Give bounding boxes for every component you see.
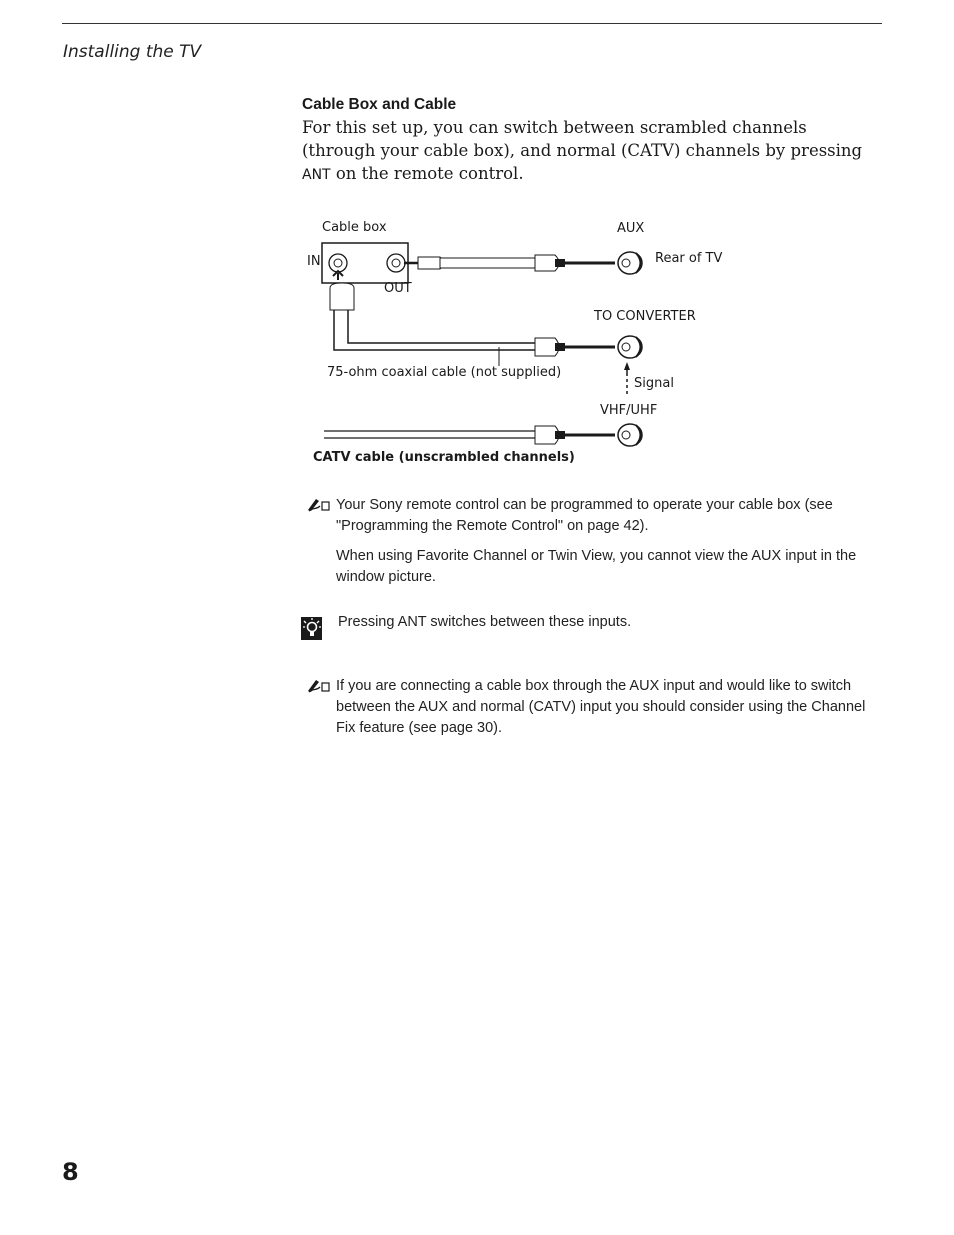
catv-cable: [324, 426, 615, 444]
tip-lightbulb-icon: [301, 617, 322, 640]
cable-box-label: Cable box: [322, 220, 387, 235]
header-rule: [62, 23, 882, 24]
aux-jack-icon: [618, 252, 642, 274]
connection-diagram: [300, 210, 740, 480]
note-remote-programming: Your Sony remote control can be programmed to operate your cable box (see "Programming the Remote Control" on page 42).: [336, 497, 833, 534]
page-heading: Cable Box and Cable: [302, 96, 457, 113]
signal-arrow-icon: [624, 362, 630, 394]
ant-button-label: ANT: [302, 167, 331, 183]
note-pencil-icon: [307, 677, 331, 693]
tip-ant-switch: Pressing ANT switches between these inputs.: [338, 614, 632, 630]
vhf-uhf-jack-icon: [618, 424, 642, 446]
note-pencil-icon: [307, 496, 331, 512]
out-label: OUT: [384, 281, 412, 296]
intro-paragraph: [302, 116, 882, 187]
section-title: Installing the TV: [63, 42, 202, 62]
page-number: 8: [62, 1158, 79, 1186]
intro-text-end: on the remote control.: [330, 164, 524, 183]
signal-label: Signal: [634, 376, 674, 391]
aux-cable: [418, 255, 615, 271]
catv-cable-label: CATV cable (unscrambled channels): [313, 450, 575, 465]
coax-cable-label: 75-ohm coaxial cable (not supplied): [327, 365, 562, 380]
in-label: IN: [307, 254, 321, 269]
out-jack-icon: [387, 254, 418, 272]
rear-of-tv-label: Rear of TV: [655, 251, 723, 266]
vhf-uhf-label: VHF/UHF: [600, 403, 658, 418]
note-channel-fix: If you are connecting a cable box through the AUX input and would like to switch between the AUX and normal (CATV) input you should consider using the Channel Fix feature (see page 30).: [336, 678, 866, 736]
in-jack-icon: [329, 254, 347, 280]
note-aux-window: When using Favorite Channel or Twin View, you cannot view the AUX input in the window picture.: [336, 548, 857, 585]
intro-text-start: For this set up, you can switch between scrambled channels (through your cable box), and normal (CATV) channels by pressing: [302, 118, 863, 160]
converter-cable: [330, 283, 615, 366]
aux-label: AUX: [617, 221, 645, 236]
to-converter-jack-icon: [618, 336, 642, 358]
to-converter-label: TO CONVERTER: [594, 309, 696, 324]
